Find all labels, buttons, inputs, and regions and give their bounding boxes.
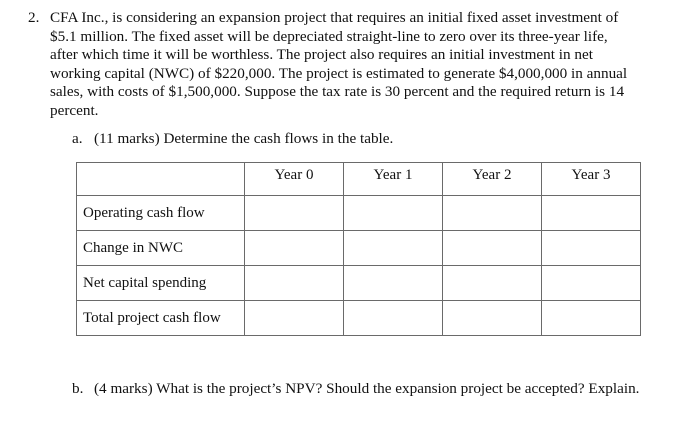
table-cell [245, 301, 344, 336]
cash-flow-table [76, 162, 641, 336]
row-label-total-project-cash-flow: Total project cash flow [77, 301, 245, 336]
part-b [72, 380, 639, 398]
table-cell [344, 196, 443, 231]
question-number: 2. [28, 9, 40, 26]
table-cell [542, 266, 641, 301]
part-b-label: b. [72, 380, 84, 397]
header-year-3: Year 3 [542, 163, 641, 196]
table-cell [344, 231, 443, 266]
header-year-0: Year 0 [245, 163, 344, 196]
question-text: CFA Inc., is considering an expansion project that requires an initial fixed asset investment of $5.1 million. The fixed asset will be depreciated straight-line to zero over its three-year life, after which time it will be worthless. The project also requires an initial investment in net working capital (NWC) of $220,000. The project is estimated to generate $4,000,000 in annual sales, with costs of $1,500,000. Suppose the tax rate is 30 percent and the required return is 14 percent. [50, 9, 628, 119]
table-cell [443, 266, 542, 301]
table-cell [542, 196, 641, 231]
row-label-operating-cash-flow: Operating cash flow [77, 196, 245, 231]
table-header-row [77, 163, 641, 196]
header-blank-cell [77, 163, 245, 196]
table-row [77, 301, 641, 336]
table-row [77, 266, 641, 301]
table-cell [443, 196, 542, 231]
table-cell [443, 231, 542, 266]
header-year-1: Year 1 [344, 163, 443, 196]
table-cell [443, 301, 542, 336]
row-label-change-in-nwc: Change in NWC [77, 231, 245, 266]
table-cell [542, 231, 641, 266]
table-cell [245, 266, 344, 301]
row-label-net-capital-spending: Net capital spending [77, 266, 245, 301]
table-cell [245, 196, 344, 231]
part-a-label: a. [72, 130, 83, 147]
table-cell [344, 266, 443, 301]
part-b-text: (4 marks) What is the project’s NPV? Should the expansion project be accepted? Explain. [94, 380, 640, 397]
table-cell [542, 301, 641, 336]
table-cell [344, 301, 443, 336]
part-a-text: (11 marks) Determine the cash flows in the table. [94, 130, 394, 147]
header-year-2: Year 2 [443, 163, 542, 196]
table-row [77, 196, 641, 231]
part-a [72, 130, 393, 148]
table-cell [245, 231, 344, 266]
table-row [77, 231, 641, 266]
